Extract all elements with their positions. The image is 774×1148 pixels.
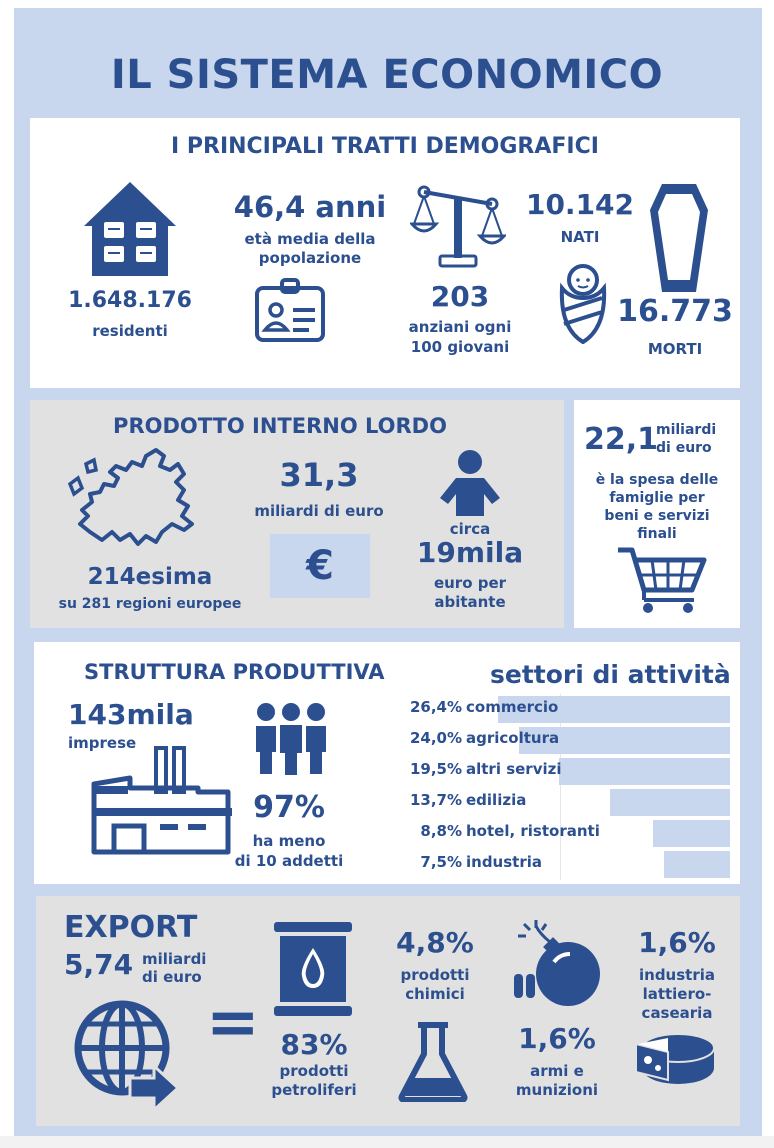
age-value: 46,4 anni — [233, 190, 387, 224]
elderly-value: 203 — [430, 280, 490, 313]
dairy-label-2: lattiero- — [642, 985, 712, 1003]
export-unit-1: miliardi — [142, 950, 207, 968]
oil-barrel-icon — [272, 920, 354, 1020]
flask-icon — [398, 1020, 468, 1102]
gdp-panel — [30, 400, 564, 628]
arms-value: 1,6% — [518, 1022, 596, 1055]
demography-heading: I PRINCIPALI TRATTI DEMOGRAFICI — [171, 134, 599, 159]
elderly-label-1: anziani ogni — [408, 318, 512, 336]
chem-label-2: chimici — [405, 985, 465, 1003]
firms-value: 143mila — [68, 698, 194, 731]
gdp-total-label: miliardi di euro — [254, 502, 384, 520]
spending-label-2: famiglie per — [609, 490, 705, 506]
rank-value: 214esima — [87, 564, 213, 590]
sectors-chart — [404, 694, 734, 880]
demography-panel — [30, 118, 740, 388]
gdp-pc-value: 19mila — [416, 536, 524, 569]
bar-category-label: hotel, ristoranti — [466, 822, 600, 840]
small-firms-value: 97% — [253, 790, 325, 825]
footer-strip — [0, 1136, 774, 1148]
petro-value: 83% — [280, 1028, 348, 1061]
spending-value: 22,1 — [584, 422, 659, 457]
deaths-value: 16.773 — [617, 294, 733, 329]
export-heading: EXPORT — [64, 910, 198, 945]
page-title: IL SISTEMA ECONOMICO — [110, 52, 664, 98]
arms-label-2: munizioni — [515, 1081, 599, 1099]
gdp-pc-label-1: euro per — [433, 574, 507, 592]
europe-map-icon — [60, 444, 210, 554]
age-label-1: età media della — [244, 230, 376, 248]
spending-unit-1: miliardi — [656, 422, 717, 438]
spending-label-4: finali — [637, 526, 677, 542]
cheese-icon — [634, 1030, 716, 1086]
petro-label-1: prodotti — [279, 1062, 349, 1080]
person-icon — [438, 448, 502, 518]
spending-label-3: beni e servizi — [604, 508, 710, 524]
residents-label: residenti — [92, 322, 168, 340]
structure-panel — [34, 642, 740, 884]
chem-label-1: prodotti — [400, 966, 470, 984]
bar-2 — [559, 758, 730, 785]
dairy-label-1: industria — [639, 966, 715, 984]
residents-value: 1.648.176 — [68, 288, 192, 313]
bar-category-label: altri servizi — [466, 760, 562, 778]
firms-label: imprese — [68, 734, 137, 752]
bar-4 — [653, 820, 730, 847]
export-unit-2: di euro — [142, 968, 202, 986]
gdp-total-value: 31,3 — [279, 456, 359, 494]
dairy-value: 1,6% — [638, 926, 716, 959]
structure-heading: STRUTTURA PRODUTTIVA — [84, 660, 385, 684]
gdp-pc-label-2: abitante — [434, 593, 506, 611]
people-icon — [254, 702, 328, 776]
bar-3 — [610, 789, 730, 816]
spending-panel — [574, 400, 740, 628]
small-firms-label-1: ha meno — [252, 832, 326, 850]
rank-label: su 281 regioni europee — [58, 596, 242, 612]
age-label-2: popolazione — [258, 249, 362, 267]
petro-label-2: petroliferi — [271, 1081, 357, 1099]
bar-value-label: 7,5% — [420, 853, 462, 871]
scales-icon — [410, 184, 506, 270]
bar-value-label: 24,0% — [409, 729, 462, 747]
globe-arrow-icon — [70, 994, 182, 1112]
export-value: 5,74 — [64, 948, 134, 981]
small-firms-label-2: di 10 addetti — [234, 852, 344, 870]
sectors-heading: settori di attività — [490, 660, 731, 689]
births-value: 10.142 — [525, 188, 635, 221]
births-label: NATI — [560, 228, 600, 246]
coffin-icon — [648, 182, 710, 294]
bar-category-label: commercio — [466, 698, 559, 716]
deaths-label: MORTI — [647, 340, 703, 358]
equals-sign: = — [206, 986, 260, 1060]
elderly-label-2: 100 giovani — [410, 338, 510, 356]
baby-icon — [556, 258, 610, 344]
export-panel — [36, 896, 740, 1126]
house-icon — [80, 180, 180, 278]
spending-label-1: è la spesa delle — [595, 472, 719, 488]
bar-value-label: 26,4% — [409, 698, 462, 716]
shopping-cart-icon — [616, 546, 712, 614]
bar-category-label: industria — [466, 853, 542, 871]
arms-label-1: armi e — [530, 1062, 584, 1080]
id-card-icon — [254, 278, 326, 344]
bar-5 — [664, 851, 730, 878]
dairy-label-3: casearia — [641, 1004, 713, 1022]
bar-value-label: 19,5% — [409, 760, 462, 778]
bar-category-label: edilizia — [466, 791, 527, 809]
bar-value-label: 8,8% — [420, 822, 462, 840]
chem-value: 4,8% — [396, 926, 474, 959]
euro-box: € — [270, 534, 370, 598]
bar-category-label: agricoltura — [466, 729, 560, 747]
spending-unit-2: di euro — [656, 440, 712, 456]
gdp-heading: PRODOTTO INTERNO LORDO — [113, 414, 447, 438]
gdp-pc-circa: circa — [449, 520, 491, 538]
bomb-icon — [510, 920, 606, 1010]
bar-value-label: 13,7% — [409, 791, 462, 809]
